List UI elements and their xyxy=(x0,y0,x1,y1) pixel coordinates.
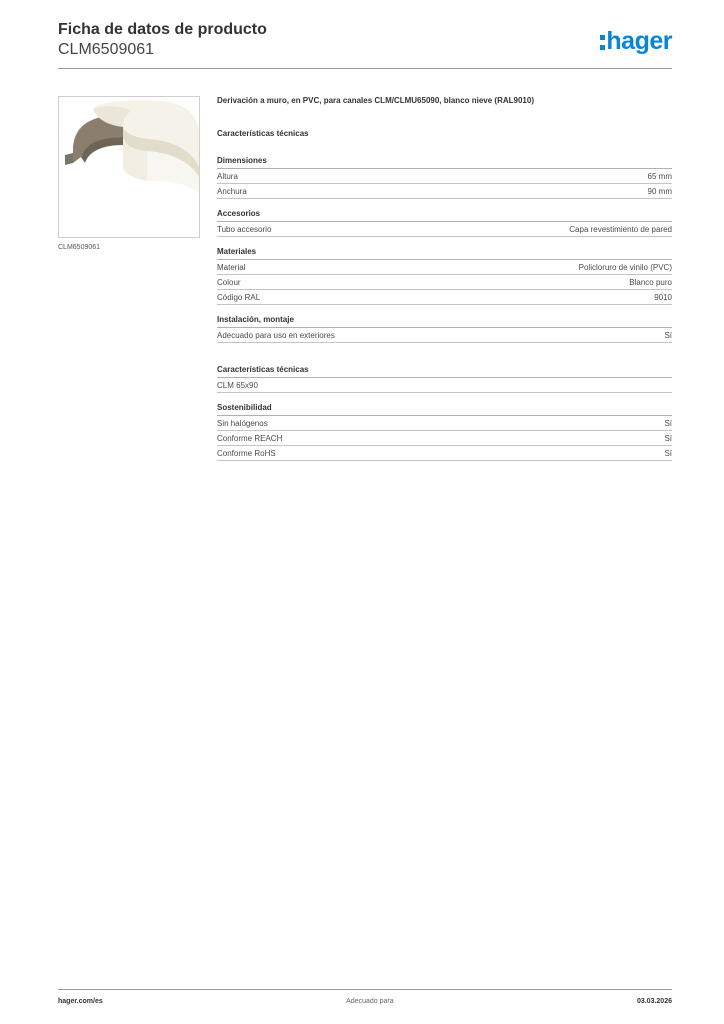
section-title: Accesorios xyxy=(217,208,672,222)
page-footer xyxy=(58,989,672,1005)
row-value: Policloruro de vinilo (PVC) xyxy=(578,263,672,272)
product-description: Derivación a muro, en PVC, para canales CLM/CLMU65090, blanco nieve (RAL9010) xyxy=(217,96,534,105)
row-label: Conforme REACH xyxy=(217,434,283,443)
row-label: Material xyxy=(217,263,246,272)
section-title: Sostenibilidad xyxy=(217,402,672,416)
image-caption: CLM6509061 xyxy=(58,244,101,251)
section-title: Características técnicas xyxy=(217,364,672,378)
logo-dots-icon xyxy=(600,35,605,50)
logo-wordmark: hager xyxy=(606,27,672,55)
page-header xyxy=(58,20,672,69)
footer-date: 03.03.2026 xyxy=(636,998,672,1005)
table-row xyxy=(217,416,672,431)
footer-middle-text: Adecuado para xyxy=(346,998,394,1005)
footer-website-link[interactable]: hager.com/es xyxy=(58,998,103,1005)
table-row xyxy=(217,431,672,446)
table-row xyxy=(217,275,672,290)
row-value: Sí xyxy=(664,449,672,458)
table-row xyxy=(217,446,672,461)
row-label: Altura xyxy=(217,172,238,181)
table-row xyxy=(217,378,672,393)
section-caracteristicas xyxy=(217,364,672,393)
row-label: Código RAL xyxy=(217,293,261,302)
product-code: CLM6509061 xyxy=(58,41,155,58)
section-instalacion xyxy=(217,314,672,343)
row-value: 90 mm xyxy=(647,187,672,196)
section-title: Instalación, montaje xyxy=(217,314,672,328)
table-row xyxy=(217,260,672,275)
section-title: Dimensiones xyxy=(217,155,672,169)
row-label: Adecuado para uso en exteriores xyxy=(217,331,335,340)
section-dimensiones xyxy=(217,155,672,199)
wall-outlet-cover-illustration xyxy=(59,97,199,237)
row-value: 65 mm xyxy=(647,172,672,181)
product-image xyxy=(58,96,200,238)
row-value: Capa revestimiento de pared xyxy=(569,225,672,234)
row-label: CLM 65x90 xyxy=(217,381,258,390)
row-label: Tubo accesorio xyxy=(217,225,272,234)
row-value: 9010 xyxy=(654,293,672,302)
row-value: Blanco puro xyxy=(629,278,672,287)
product-details xyxy=(217,96,672,470)
section-accesorios xyxy=(217,208,672,237)
table-row xyxy=(217,290,672,305)
row-label: Sin halógenos xyxy=(217,419,268,428)
hager-logo xyxy=(600,26,672,56)
row-value: Sí xyxy=(664,331,672,340)
technical-characteristics-heading: Características técnicas xyxy=(217,129,309,138)
row-label: Colour xyxy=(217,278,241,287)
table-row xyxy=(217,222,672,237)
section-sostenibilidad xyxy=(217,402,672,461)
row-label: Anchura xyxy=(217,187,247,196)
table-row xyxy=(217,328,672,343)
table-row xyxy=(217,169,672,184)
row-value: Sí xyxy=(664,434,672,443)
section-title: Materiales xyxy=(217,246,672,260)
row-label: Conforme RoHS xyxy=(217,449,276,458)
section-materiales xyxy=(217,246,672,305)
row-value: Sí xyxy=(664,419,672,428)
table-row xyxy=(217,184,672,199)
page-title: Ficha de datos de producto xyxy=(58,21,267,38)
